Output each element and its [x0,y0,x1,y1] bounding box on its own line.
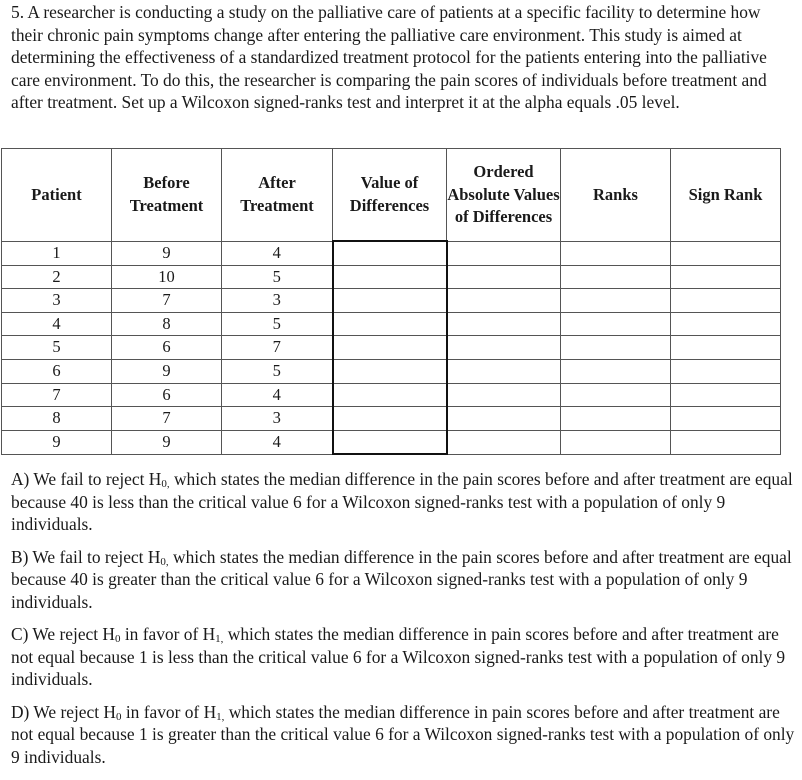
before-treatment-cell: 6 [112,383,222,407]
value-of-differences-cell[interactable] [333,241,447,265]
after-treatment-cell: 5 [222,359,333,383]
option-a[interactable]: A) We fail to reject $H_{0,}$ which states the median difference in the pain scores before and after treatment are equal because 40 is less than the critical value 6 for a Wilcoxon signed-ranks test with a population of only 9 individuals. [11,469,793,535]
after-treatment-cell: 5 [222,312,333,336]
before-treatment-cell: 7 [112,407,222,431]
option-label: B) [11,546,29,567]
sign-rank-cell[interactable] [671,383,781,407]
ordered-absolute-values-cell[interactable] [447,312,561,336]
table-row [2,241,781,265]
after-treatment-cell: 3 [222,289,333,313]
after-treatment-cell: 7 [222,336,333,360]
header-ordered-absolute-values: Ordered Absolute Values of Differences [447,149,561,242]
after-treatment-cell: 4 [222,383,333,407]
before-treatment-cell: 7 [112,289,222,313]
answer-options [11,468,796,778]
header-after-treatment: After Treatment [222,149,333,242]
before-treatment-cell: 9 [112,359,222,383]
table-row [2,383,781,407]
ranks-cell[interactable] [561,430,671,454]
question-text: 5. A researcher is conducting a study on the palliative care of patients at a specific facility to determine how their chronic pain symptoms change after entering the palliative care environment. This study is aimed at determining the effectiveness of a standardized treatment protocol for the patients entering into the palliative care environment. To do this, the researcher is comparing the pain scores of individuals before treatment and after treatment. Set up a Wilcoxon signed-ranks test and interpret it at the alpha equals .05 level. [11,2,767,113]
value-of-differences-cell[interactable] [333,407,447,431]
patient-cell: 8 [2,407,112,431]
after-treatment-cell: 3 [222,407,333,431]
after-treatment-cell: 5 [222,265,333,289]
patient-cell: 5 [2,336,112,360]
ordered-absolute-values-cell[interactable] [447,289,561,313]
ranks-cell[interactable] [561,265,671,289]
option-label: D) [11,701,30,722]
sign-rank-cell[interactable] [671,241,781,265]
ranks-cell[interactable] [561,289,671,313]
header-ranks: Ranks [561,149,671,242]
ordered-absolute-values-cell[interactable] [447,336,561,360]
before-treatment-cell: 8 [112,312,222,336]
patient-cell: 9 [2,430,112,454]
patient-cell: 7 [2,383,112,407]
before-treatment-cell: 6 [112,336,222,360]
sign-rank-cell[interactable] [671,359,781,383]
sign-rank-cell[interactable] [671,265,781,289]
ranks-cell[interactable] [561,336,671,360]
option-b[interactable]: B) We fail to reject $H_{0,}$ which states the median difference in the pain scores before and after treatment are equal because 40 is greater than the critical value 6 for a Wilcoxon signed-ranks test with a population of only 9 individuals. [11,546,792,612]
table-row [2,336,781,360]
option-label: C) [11,624,29,645]
table-row [2,430,781,454]
sign-rank-cell[interactable] [671,407,781,431]
header-sign-rank: Sign Rank [671,149,781,242]
ordered-absolute-values-cell[interactable] [447,241,561,265]
option-d[interactable]: D) We reject $H_0$ in favor of $H_{1,}$ which states the median difference in pain scores before and after treatment are not equal because 1 is greater than the critical value 6 for a Wilcoxon signed-ranks test with a population of only 9 individuals. [11,701,795,767]
after-treatment-cell: 4 [222,241,333,265]
after-treatment-cell: 4 [222,430,333,454]
patient-cell: 2 [2,265,112,289]
value-of-differences-cell[interactable] [333,265,447,289]
patient-cell: 1 [2,241,112,265]
before-treatment-cell: 10 [112,265,222,289]
table-row [2,265,781,289]
option-c[interactable]: C) We reject $H_0$ in favor of $H_{1,}$ which states the median difference in pain scores before and after treatment are not equal because 1 is less than the critical value 6 for a Wilcoxon signed-ranks test with a population of only 9 individuals. [11,624,786,690]
option-label: A) [11,469,30,489]
header-patient: Patient [2,149,112,242]
ordered-absolute-values-cell[interactable] [447,359,561,383]
value-of-differences-cell[interactable] [333,430,447,454]
ranks-cell[interactable] [561,241,671,265]
table-header-row [2,149,781,242]
header-value-of-differences: Value of Differences [333,149,447,242]
before-treatment-cell: 9 [112,430,222,454]
patient-cell: 6 [2,359,112,383]
sign-rank-cell[interactable] [671,289,781,313]
sign-rank-cell[interactable] [671,312,781,336]
header-before-treatment: Before Treatment [112,149,222,242]
value-of-differences-cell[interactable] [333,312,447,336]
table-row [2,407,781,431]
table-row [2,359,781,383]
sign-rank-cell[interactable] [671,336,781,360]
before-treatment-cell: 9 [112,241,222,265]
value-of-differences-cell[interactable] [333,359,447,383]
ranks-cell[interactable] [561,407,671,431]
ranks-cell[interactable] [561,312,671,336]
sign-rank-cell[interactable] [671,430,781,454]
table-row [2,312,781,336]
ordered-absolute-values-cell[interactable] [447,265,561,289]
value-of-differences-cell[interactable] [333,289,447,313]
patient-cell: 4 [2,312,112,336]
ordered-absolute-values-cell[interactable] [447,430,561,454]
table-row [2,289,781,313]
ordered-absolute-values-cell[interactable] [447,407,561,431]
data-table [1,148,781,455]
value-of-differences-cell[interactable] [333,336,447,360]
ranks-cell[interactable] [561,359,671,383]
value-of-differences-cell[interactable] [333,383,447,407]
ranks-cell[interactable] [561,383,671,407]
patient-cell: 3 [2,289,112,313]
ordered-absolute-values-cell[interactable] [447,383,561,407]
